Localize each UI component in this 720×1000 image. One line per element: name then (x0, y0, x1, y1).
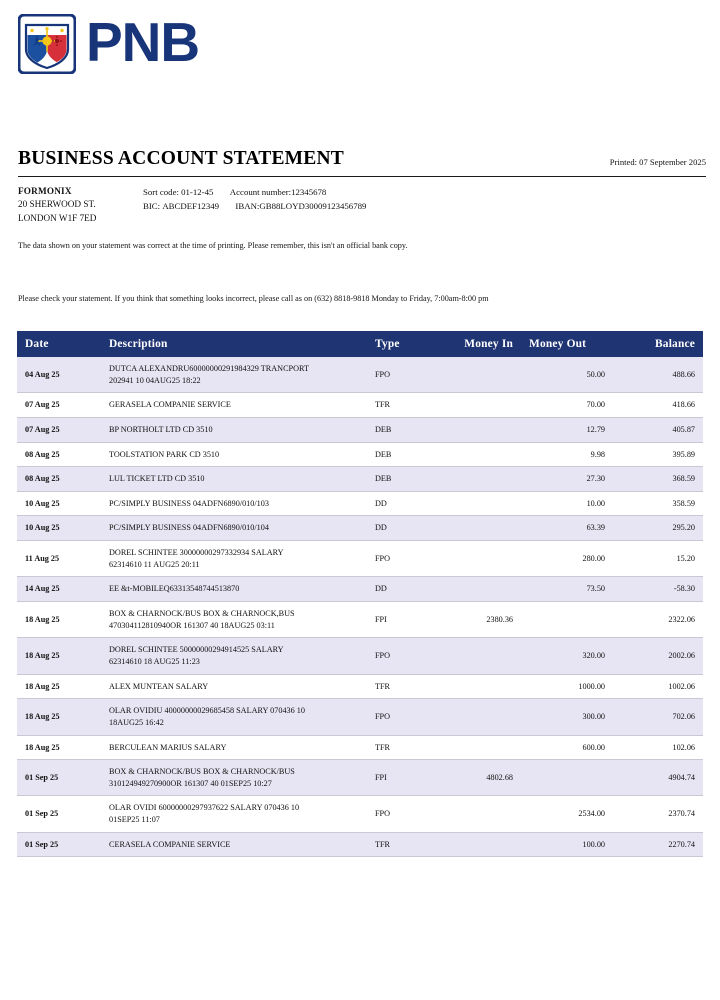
cell-date: 01 Sep 25 (17, 760, 101, 796)
cell-date: 18 Aug 25 (17, 638, 101, 674)
description-line-2: 202941 10 04AUG25 18:22 (109, 375, 201, 385)
pnb-crest-icon (18, 14, 76, 74)
cell-money-out: 73.50 (521, 577, 613, 602)
cell-money-in (443, 541, 521, 577)
cell-type: FPO (367, 796, 443, 832)
cell-type: DD (367, 491, 443, 516)
cell-type: FPO (367, 541, 443, 577)
cell-date: 07 Aug 25 (17, 417, 101, 442)
description-line-1: EE &t-MOBILEQ63313548744513870 (109, 584, 240, 594)
cell-balance: 405.87 (613, 417, 703, 442)
page-title: BUSINESS ACCOUNT STATEMENT (18, 148, 344, 169)
cell-description (101, 602, 367, 638)
cell-description (101, 577, 367, 602)
description-line-1: DUTCA ALEXANDRU60000000291984329 TRANCPORT (109, 364, 309, 373)
address-line-2: LONDON W1F 7ED (18, 212, 97, 223)
column-header-date[interactable]: Date (17, 331, 101, 357)
contact-notice: Please check your statement. If you think that something looks incorrect, please call as on (632) 8818-9818 Monday to Friday, 7:00am-8:00 pm (18, 294, 489, 303)
table-row[interactable] (17, 516, 703, 541)
cell-date: 18 Aug 25 (17, 699, 101, 735)
cell-date: 10 Aug 25 (17, 491, 101, 516)
cell-money-out: 70.00 (521, 393, 613, 418)
cell-money-in (443, 674, 521, 699)
cell-money-out: 100.00 (521, 832, 613, 857)
cell-money-out: 9.98 (521, 442, 613, 467)
cell-money-out: 63.39 (521, 516, 613, 541)
cell-description (101, 357, 367, 393)
cell-balance: 368.59 (613, 467, 703, 492)
cell-money-out: 300.00 (521, 699, 613, 735)
description-line-2: 18AUG25 16:42 (109, 717, 164, 727)
cell-date: 08 Aug 25 (17, 467, 101, 492)
description-line-1: GERASELA COMPANIE SERVICE (109, 400, 231, 410)
description-line-1: DOREL SCHINTEE 30000000297332934 SALARY (109, 548, 284, 558)
cell-balance: 1002.06 (613, 674, 703, 699)
table-row[interactable] (17, 699, 703, 735)
cell-money-in (443, 417, 521, 442)
bank-logo (18, 10, 200, 74)
cell-description (101, 674, 367, 699)
account-identifiers (143, 185, 366, 225)
cell-type: DEB (367, 442, 443, 467)
cell-money-in (443, 832, 521, 857)
cell-type: DEB (367, 467, 443, 492)
description-line-1: PC/SIMPLY BUSINESS 04ADFN6890/010/103 (109, 498, 269, 508)
table-row[interactable] (17, 832, 703, 857)
bic-value: ABCDEF12349 (162, 200, 220, 211)
transactions-body (17, 357, 703, 857)
sort-code-value: 01-12-45 (181, 187, 214, 197)
cell-money-in (443, 516, 521, 541)
description-line-2: 310124949270900OR 161307 40 01SEP25 10:27 (109, 778, 272, 788)
table-row[interactable] (17, 442, 703, 467)
cell-balance: 358.59 (613, 491, 703, 516)
cell-balance: 2322.06 (613, 602, 703, 638)
cell-balance: 2270.74 (613, 832, 703, 857)
column-header-description[interactable]: Description (101, 331, 367, 357)
table-row[interactable] (17, 674, 703, 699)
cell-money-in (443, 796, 521, 832)
column-header-type[interactable]: Type (367, 331, 443, 357)
description-line-1: BOX & CHARNOCK/BUS BOX & CHARNOCK,BUS (109, 609, 295, 619)
cell-money-in: 2380.36 (443, 602, 521, 638)
cell-type: FPI (367, 760, 443, 796)
description-line-2: 470304112810940OR 161307 40 18AUG25 03:11 (109, 620, 275, 630)
cell-type: TFR (367, 832, 443, 857)
cell-description (101, 417, 367, 442)
cell-money-out: 12.79 (521, 417, 613, 442)
cell-date: 18 Aug 25 (17, 674, 101, 699)
account-number-label: Account number: (229, 187, 292, 197)
cell-money-in (443, 491, 521, 516)
column-header-balance[interactable]: Balance (613, 331, 703, 357)
cell-money-in (443, 442, 521, 467)
description-line-1: BERCULEAN MARIUS SALARY (109, 742, 227, 752)
cell-money-out (521, 760, 613, 796)
cell-type: DD (367, 516, 443, 541)
cell-description (101, 393, 367, 418)
cell-type: FPI (367, 602, 443, 638)
table-row[interactable] (17, 638, 703, 674)
cell-money-out: 27.30 (521, 467, 613, 492)
cell-money-out: 50.00 (521, 357, 613, 393)
cell-money-out (521, 602, 613, 638)
cell-date: 18 Aug 25 (17, 602, 101, 638)
iban-label: IBAN: (235, 200, 260, 211)
cell-date: 01 Sep 25 (17, 832, 101, 857)
iban-value: GB88LOYD30009123456789 (259, 200, 367, 211)
sort-and-account-line (143, 186, 366, 200)
cell-money-in (443, 357, 521, 393)
table-row[interactable] (17, 491, 703, 516)
cell-type: TFR (367, 674, 443, 699)
description-line-1: CERASELA COMPANIE SERVICE (109, 839, 231, 849)
table-row[interactable] (17, 760, 703, 796)
cell-description (101, 735, 367, 760)
cell-description (101, 541, 367, 577)
cell-description (101, 516, 367, 541)
cell-money-in (443, 467, 521, 492)
cell-money-out: 320.00 (521, 638, 613, 674)
table-row[interactable] (17, 467, 703, 492)
table-row[interactable] (17, 417, 703, 442)
cell-description (101, 491, 367, 516)
description-line-1: BP NORTHOLT LTD CD 3510 (109, 424, 213, 434)
description-line-1: OLAR OVIDI 60000000297937622 SALARY 070436 10 (109, 803, 300, 813)
cell-money-out: 1000.00 (521, 674, 613, 699)
printed-date: Printed: 07 September 2025 (609, 157, 706, 167)
table-row[interactable] (17, 577, 703, 602)
cell-type: DEB (367, 417, 443, 442)
cell-description (101, 796, 367, 832)
account-details (18, 185, 706, 225)
cell-balance: 395.89 (613, 442, 703, 467)
table-row[interactable] (17, 393, 703, 418)
cell-date: 14 Aug 25 (17, 577, 101, 602)
cell-type: TFR (367, 393, 443, 418)
bic-and-iban-line (143, 200, 366, 214)
statement-title-row (18, 148, 706, 170)
account-holder-block (18, 185, 143, 225)
cell-balance: 4904.74 (613, 760, 703, 796)
cell-date: 01 Sep 25 (17, 796, 101, 832)
table-row[interactable] (17, 357, 703, 393)
cell-money-in: 4802.68 (443, 760, 521, 796)
title-divider (18, 176, 706, 177)
description-line-2: 62314610 11 AUG25 20:11 (109, 559, 200, 569)
cell-description (101, 699, 367, 735)
cell-money-out: 10.00 (521, 491, 613, 516)
description-line-1: TOOLSTATION PARK CD 3510 (109, 449, 220, 459)
cell-balance: 102.06 (613, 735, 703, 760)
description-line-1: BOX & CHARNOCK/BUS BOX & CHARNOCK/BUS (109, 767, 295, 777)
transactions-table (17, 331, 703, 857)
cell-money-out: 2534.00 (521, 796, 613, 832)
column-header-money-out[interactable]: Money Out (521, 331, 613, 357)
account-number-value: 12345678 (291, 187, 327, 197)
cell-description (101, 638, 367, 674)
cell-type: FPO (367, 357, 443, 393)
description-line-2: 62314610 18 AUG25 11:23 (109, 656, 200, 666)
cell-money-in (443, 699, 521, 735)
table-header-row (17, 331, 703, 357)
cell-money-in (443, 577, 521, 602)
cell-money-in (443, 393, 521, 418)
cell-description (101, 760, 367, 796)
cell-balance: 2002.06 (613, 638, 703, 674)
cell-money-out: 280.00 (521, 541, 613, 577)
cell-type: FPO (367, 638, 443, 674)
cell-type: TFR (367, 735, 443, 760)
cell-description (101, 442, 367, 467)
company-name: FORMONIX (18, 186, 72, 196)
cell-money-in (443, 735, 521, 760)
cell-date: 07 Aug 25 (17, 393, 101, 418)
table-row[interactable] (17, 735, 703, 760)
accuracy-notice: The data shown on your statement was correct at the time of printing. Please remember, this isn't an official bank copy. (18, 241, 408, 250)
cell-date: 04 Aug 25 (17, 357, 101, 393)
description-line-1: OLAR OVIDIU 40000000029685458 SALARY 070436 10 (109, 706, 305, 716)
cell-date: 08 Aug 25 (17, 442, 101, 467)
cell-balance: 488.66 (613, 357, 703, 393)
bic-label: BIC: (143, 200, 161, 211)
sort-code-label: Sort code: (143, 187, 179, 197)
cell-balance: 702.06 (613, 699, 703, 735)
cell-money-out: 600.00 (521, 735, 613, 760)
cell-balance: 418.66 (613, 393, 703, 418)
cell-balance: 2370.74 (613, 796, 703, 832)
cell-date: 10 Aug 25 (17, 516, 101, 541)
cell-money-in (443, 638, 521, 674)
cell-type: DD (367, 577, 443, 602)
cell-balance: -58.30 (613, 577, 703, 602)
description-line-1: LUL TICKET LTD CD 3510 (109, 474, 205, 484)
table-row[interactable] (17, 796, 703, 832)
column-header-money-in[interactable]: Money In (443, 331, 521, 357)
address-line-1: 20 SHERWOOD ST. (18, 199, 96, 210)
table-row[interactable] (17, 602, 703, 638)
cell-description (101, 832, 367, 857)
description-line-2: 01SEP25 11:07 (109, 815, 160, 825)
cell-type: FPO (367, 699, 443, 735)
cell-balance: 15.20 (613, 541, 703, 577)
table-row[interactable] (17, 541, 703, 577)
description-line-1: ALEX MUNTEAN SALARY (109, 681, 209, 691)
cell-description (101, 467, 367, 492)
description-line-1: PC/SIMPLY BUSINESS 04ADFN6890/010/104 (109, 523, 269, 533)
description-line-1: DOREL SCHINTEE 50000000294914525 SALARY (109, 645, 284, 655)
cell-balance: 295.20 (613, 516, 703, 541)
bank-wordmark: PNB (86, 10, 200, 73)
cell-date: 11 Aug 25 (17, 541, 101, 577)
cell-date: 18 Aug 25 (17, 735, 101, 760)
